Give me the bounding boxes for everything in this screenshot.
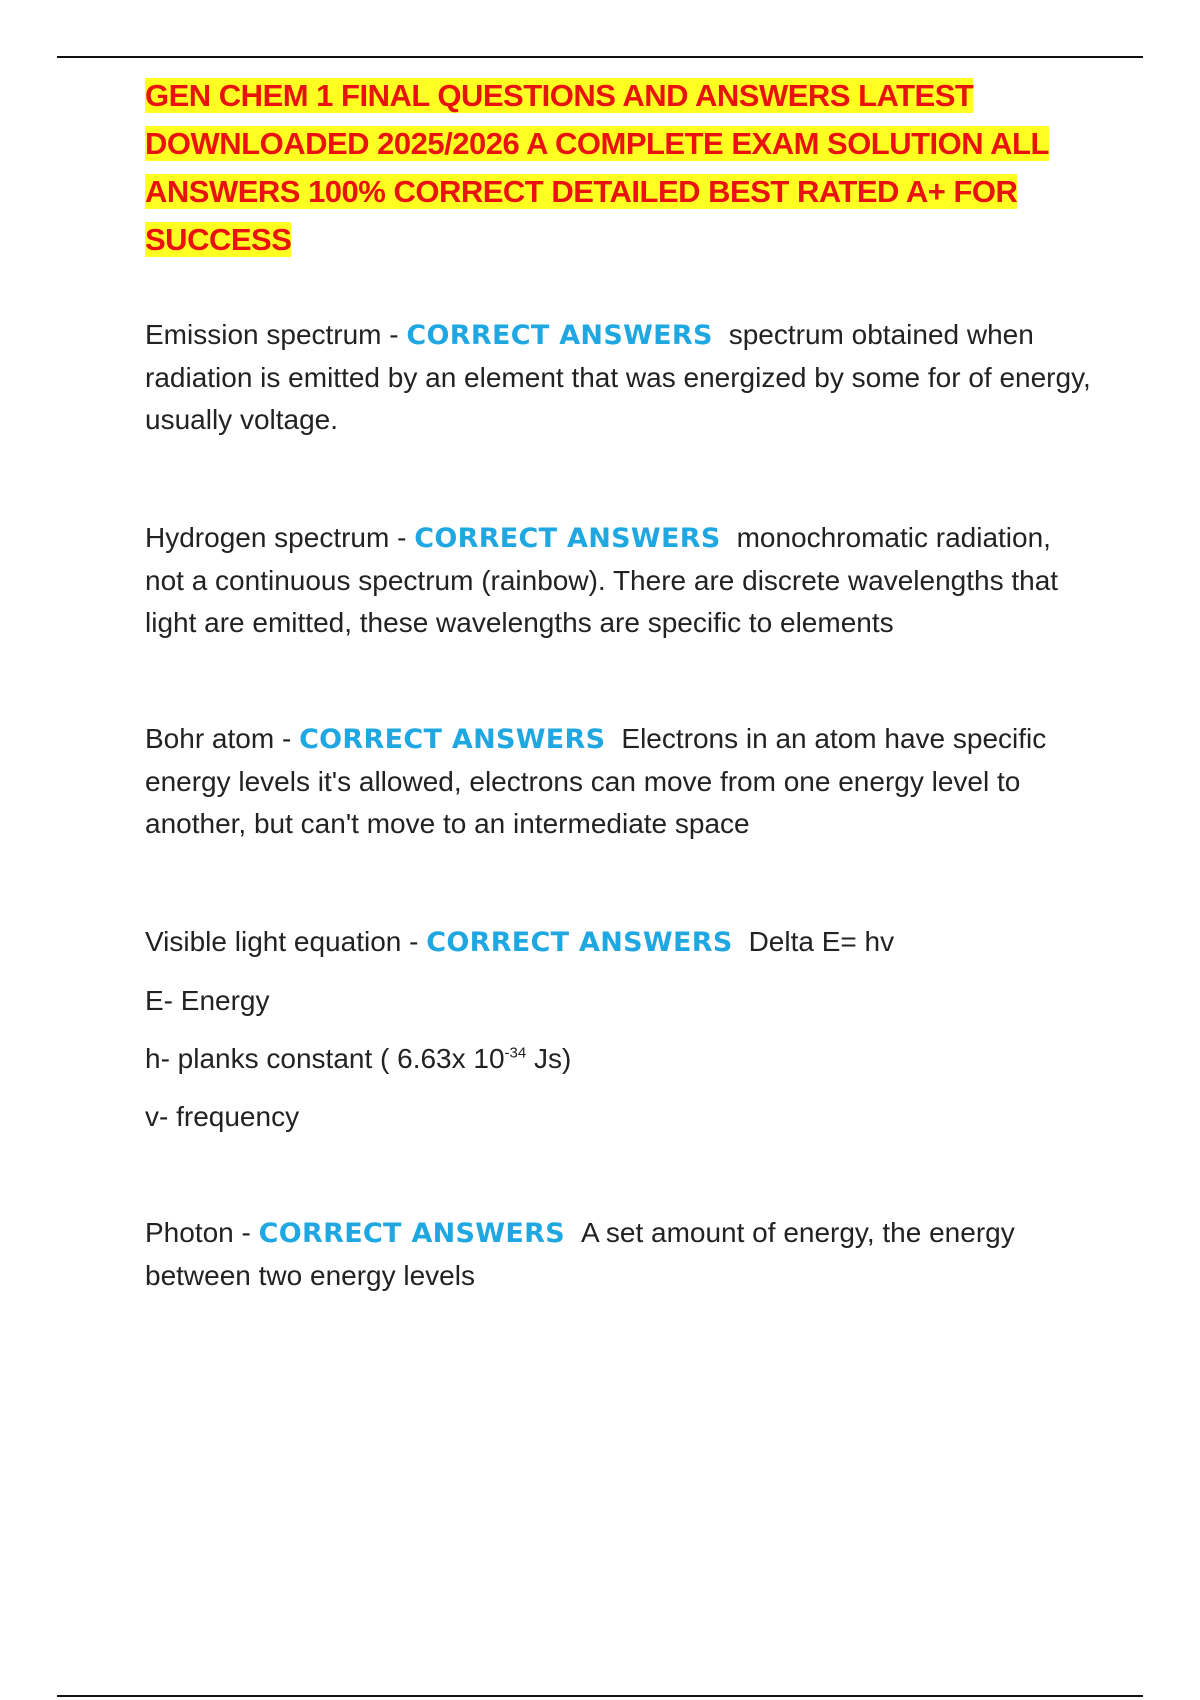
planck-prefix: h- planks constant ( 6.63x 10 — [145, 1043, 505, 1074]
answer-text: spectrum obtained when radiation is emitted by an element that was energized by some for of energy, usually voltage. — [145, 319, 1091, 435]
qa-entry-emission-spectrum — [145, 314, 1095, 441]
separator: - — [389, 522, 415, 553]
qa-line — [145, 517, 1095, 644]
qa-entry-photon — [145, 1212, 1095, 1297]
term: Photon — [145, 1217, 234, 1248]
separator: - — [401, 926, 427, 957]
qa-entry-bohr-atom — [145, 718, 1095, 845]
qa-entry-hydrogen-spectrum — [145, 517, 1095, 644]
correct-answers-tag: CORRECT ANSWERS — [258, 1218, 565, 1249]
term: Emission spectrum — [145, 319, 382, 350]
correct-answers-tag: CORRECT ANSWERS — [299, 724, 606, 755]
planck-exponent: -34 — [504, 1044, 527, 1062]
separator: - — [381, 319, 407, 350]
correct-answers-tag: CORRECT ANSWERS — [426, 927, 733, 958]
document-title — [145, 72, 1095, 264]
separator: - — [274, 723, 300, 754]
term: Hydrogen spectrum — [145, 522, 390, 553]
answer-text: Delta E= hv — [748, 926, 895, 957]
qa-entry-visible-light-equation — [145, 921, 1095, 1138]
correct-answers-tag: CORRECT ANSWERS — [414, 523, 721, 554]
answer-text: monochromatic radiation, not a continuous spectrum (rainbow). There are discrete wavelengths that light are emitted, these wavelengths are specific to elements — [145, 522, 1059, 638]
bottom-rule — [57, 1695, 1143, 1697]
document-body — [145, 72, 1095, 1297]
qa-line — [145, 718, 1095, 845]
qa-line — [145, 1212, 1095, 1297]
separator: - — [233, 1217, 259, 1248]
answer-text: A set amount of energy, the energy between two energy levels — [145, 1217, 1015, 1291]
planck-suffix: Js) — [526, 1043, 572, 1074]
correct-answers-tag: CORRECT ANSWERS — [406, 320, 713, 351]
top-rule — [57, 56, 1143, 58]
term: Visible light equation — [145, 926, 402, 957]
qa-line — [145, 921, 1095, 964]
planck-constant-definition — [145, 1038, 1095, 1080]
frequency-definition: v- frequency — [145, 1101, 300, 1132]
title-highlight: GEN CHEM 1 FINAL QUESTIONS AND ANSWERS LATEST DOWNLOADED 2025/2026 A COMPLETE EXAM SOLUTION ALL ANSWERS 100% CORRECT DETAILED BEST RATED A+ FOR SUCCESS — [145, 78, 1049, 257]
energy-definition: E- Energy — [145, 985, 270, 1016]
answer-text: Electrons in an atom have specific energy levels it's allowed, electrons can move from one energy level to another, but can't move to an intermediate space — [145, 723, 1047, 839]
term: Bohr atom — [145, 723, 275, 754]
qa-line — [145, 314, 1095, 441]
